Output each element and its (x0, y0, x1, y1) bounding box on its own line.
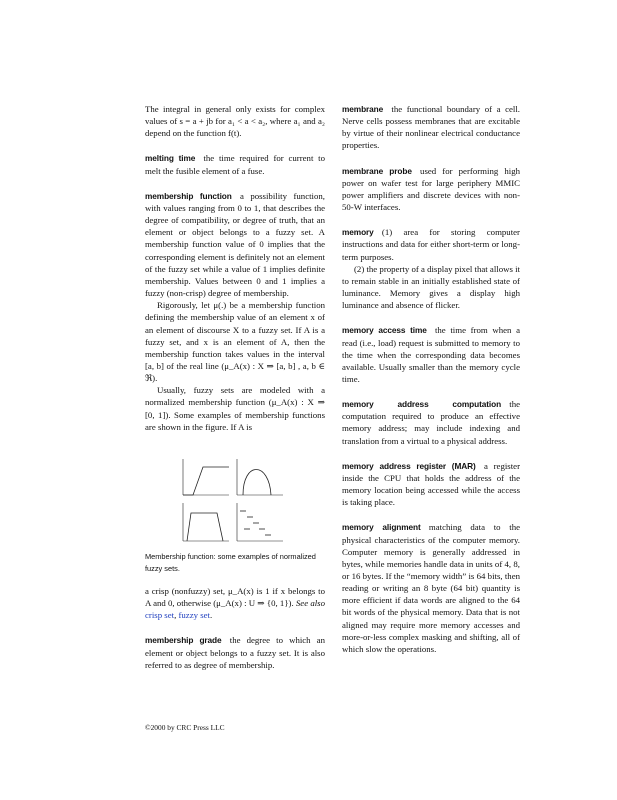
term-memory-alignment: memory alignment (342, 522, 421, 533)
entry-membership-function (145, 190, 325, 299)
definition-membership-function: a possibility function, with values ranging from 0 to 1, that describes the degree of compatibility, or degree of truth, that an element or object belongs to a fuzzy set. A membership function value of 0 implies that the corresponding element is definitely not an element of the fuzzy set while a value of 1 implies definite membership. Values between 0 and 1 implies a fuzzy (non-crisp) degree of membership. (145, 190, 325, 299)
paragraph-crisp (145, 585, 325, 621)
plot3-curve (187, 513, 223, 541)
definition-membrane: the functional boundary of a cell. Nerve cells possess membranes that are excitable by virtue of their nonlinear electrical conductance properties. (342, 104, 520, 151)
left-column (145, 103, 325, 671)
crisp-text: a crisp (nonfuzzy) set, μ_A(x) is 1 if x belongs to A and 0, otherwise (μ_A(x) : U ⇒ {0, 1}). (145, 585, 325, 609)
definition-membership-grade: the degree to which an element or object belongs to a fuzzy set. It is also referred to as degree of membership. (145, 635, 325, 670)
term-memory-address-computation: memory address computation (342, 399, 502, 410)
term-melting-time: melting time (145, 153, 196, 164)
plot1-curve (183, 467, 229, 495)
membership-function-plots (177, 457, 287, 543)
entry-memory-access-time (342, 324, 520, 385)
link-fuzzy-set[interactable]: fuzzy set (178, 610, 210, 621)
term-membrane-probe: membrane probe (342, 165, 412, 176)
entry-melting-time (145, 152, 325, 176)
definition-memory: (1) area for storing computer instructions and data for either short-term or long-term purposes. (342, 227, 520, 262)
paragraph-rigorously: Rigorously, let μ(.) be a membership function defining the membership value of an element x of an element of discourse X to a fuzzy set. If A is a fuzzy set, and x is an element of A, then the membership function takes values in the interval [a, b] of the real line (μ_A(x) : X ⇒ [a, b] , a, b ∈ ℜ). (145, 300, 325, 384)
definition-melting-time: the time required for current to melt the fusible element of a fuse. (145, 153, 325, 176)
term-memory-address-register: memory address register (MAR) (342, 460, 476, 471)
definition-memory-address-computation: the computation required to produce an effective memory address; may include indexing and translation from a virtual to a physical address. (342, 399, 520, 446)
entry-membrane (342, 103, 520, 152)
see-also-end: . (210, 610, 213, 621)
term-memory-access-time: memory access time (342, 325, 427, 336)
entry-membership-grade (145, 634, 325, 670)
term-memory: memory (342, 227, 374, 238)
figure-caption: Membership function: some examples of normalized fuzzy sets. (145, 551, 316, 573)
membership-function-figure (145, 457, 325, 543)
copyright-footer: ©2000 by CRC Press LLC (145, 723, 225, 732)
paragraph-integral: The integral in general only exists for complex values of s = a + jb for a₁ < a < a₂, where a₁ and a₂ depend on the function f(t). (145, 104, 325, 139)
paragraph-memory-2: (2) the property of a display pixel that allows it to remain stable in an initially established state of luminance. Memory gives a display high luminance and absence of flicker. (342, 263, 520, 311)
entry-memory-alignment (342, 521, 520, 655)
see-also-separator: , (174, 610, 179, 621)
plot4-steps (240, 511, 271, 535)
definition-memory-address-register: a register inside the CPU that holds the address of the memory location being accessed while the access is taking place. (342, 460, 521, 508)
entry-memory-address-register (342, 460, 520, 509)
link-crisp-set[interactable]: crisp set (145, 610, 175, 621)
entry-membrane-probe (342, 165, 520, 214)
term-membership-function: membership function (145, 190, 232, 201)
term-membership-grade: membership grade (145, 635, 222, 646)
entry-memory-address-computation (342, 398, 520, 447)
entry-memory (342, 226, 520, 262)
term-membrane: membrane (342, 104, 384, 114)
right-column (342, 103, 520, 655)
definition-membrane-probe: used for performing high power on wafer test for large periphery MMIC power amplifiers and discrete devices with non-50-W interfaces. (342, 165, 520, 213)
definition-memory-access-time: the time from when a read (i.e., load) request is submitted to memory to the time when the corresponding data becomes available. Usually smaller than the memory cycle time. (342, 325, 520, 384)
paragraph-usually: Usually, fuzzy sets are modeled with a normalized membership function (μ_A(x) : X ⇒ [0, 1]). Some examples of membership functions are shown in the figure. If A is (145, 385, 325, 432)
definition-memory-alignment: matching data to the physical characteristics of the computer memory. Computer memory is generally addressed in bytes, while memories handle data in units of 4, 8, or 16 bytes. If the “memory width” is 64 bits, then reading or writing an 8 byte (64 bit) quantity is more efficient if data words are aligned to the 64 bit words of the physical memory. Data that is not aligned may require more memory accesses and more-or-less complex masking and shifting, all of which slow the operations. (342, 522, 520, 654)
plot2-curve (243, 469, 271, 495)
see-also-label: See also (295, 598, 325, 609)
